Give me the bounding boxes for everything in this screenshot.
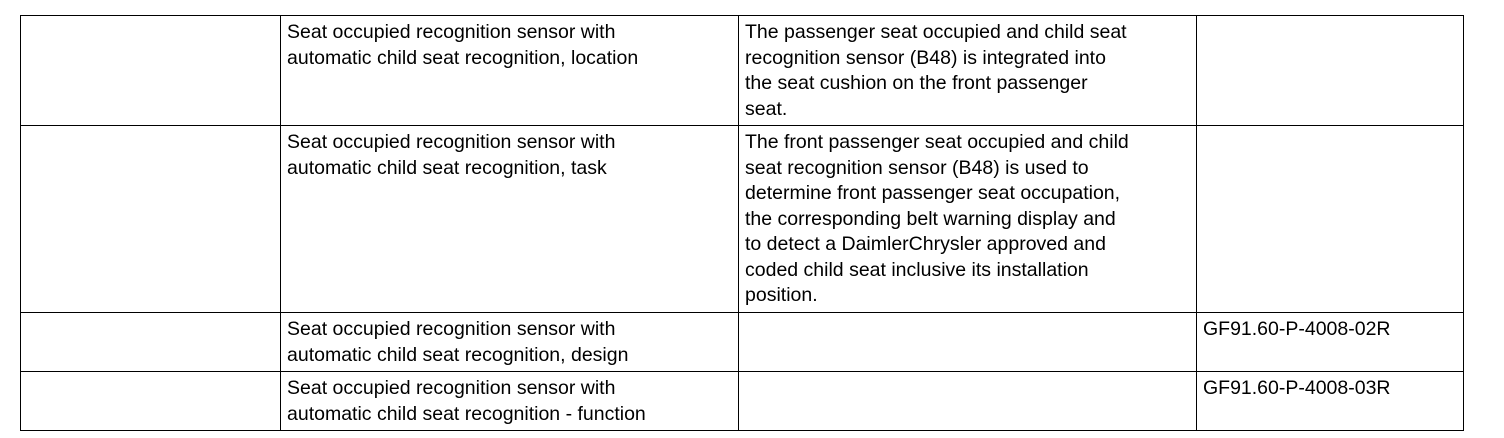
reference-cell xyxy=(1197,16,1464,126)
row-blank-cell xyxy=(21,313,281,372)
document-table xyxy=(20,15,1464,431)
reference-cell: GF91.60-P-4008-03R xyxy=(1197,372,1464,431)
row-blank-cell xyxy=(21,16,281,126)
description-cell: The front passenger seat occupied and child seat recognition sensor (B48) is used to determine front passenger seat occupation, the corresponding belt warning display and to detect a DaimlerChrysler approved and coded child seat inclusive its installation position. xyxy=(739,126,1197,313)
topic-cell: Seat occupied recognition sensor with automatic child seat recognition, task xyxy=(281,126,739,313)
reference-cell xyxy=(1197,126,1464,313)
topic-cell: Seat occupied recognition sensor with automatic child seat recognition, location xyxy=(281,16,739,126)
table-row xyxy=(21,16,1464,126)
topic-cell: Seat occupied recognition sensor with automatic child seat recognition - function xyxy=(281,372,739,431)
table-row xyxy=(21,372,1464,431)
table-row xyxy=(21,313,1464,372)
reference-cell: GF91.60-P-4008-02R xyxy=(1197,313,1464,372)
description-cell xyxy=(739,313,1197,372)
row-blank-cell xyxy=(21,126,281,313)
row-blank-cell xyxy=(21,372,281,431)
table-row xyxy=(21,126,1464,313)
topic-cell: Seat occupied recognition sensor with automatic child seat recognition, design xyxy=(281,313,739,372)
description-cell xyxy=(739,372,1197,431)
description-cell: The passenger seat occupied and child seat recognition sensor (B48) is integrated into the seat cushion on the front passenger seat. xyxy=(739,16,1197,126)
